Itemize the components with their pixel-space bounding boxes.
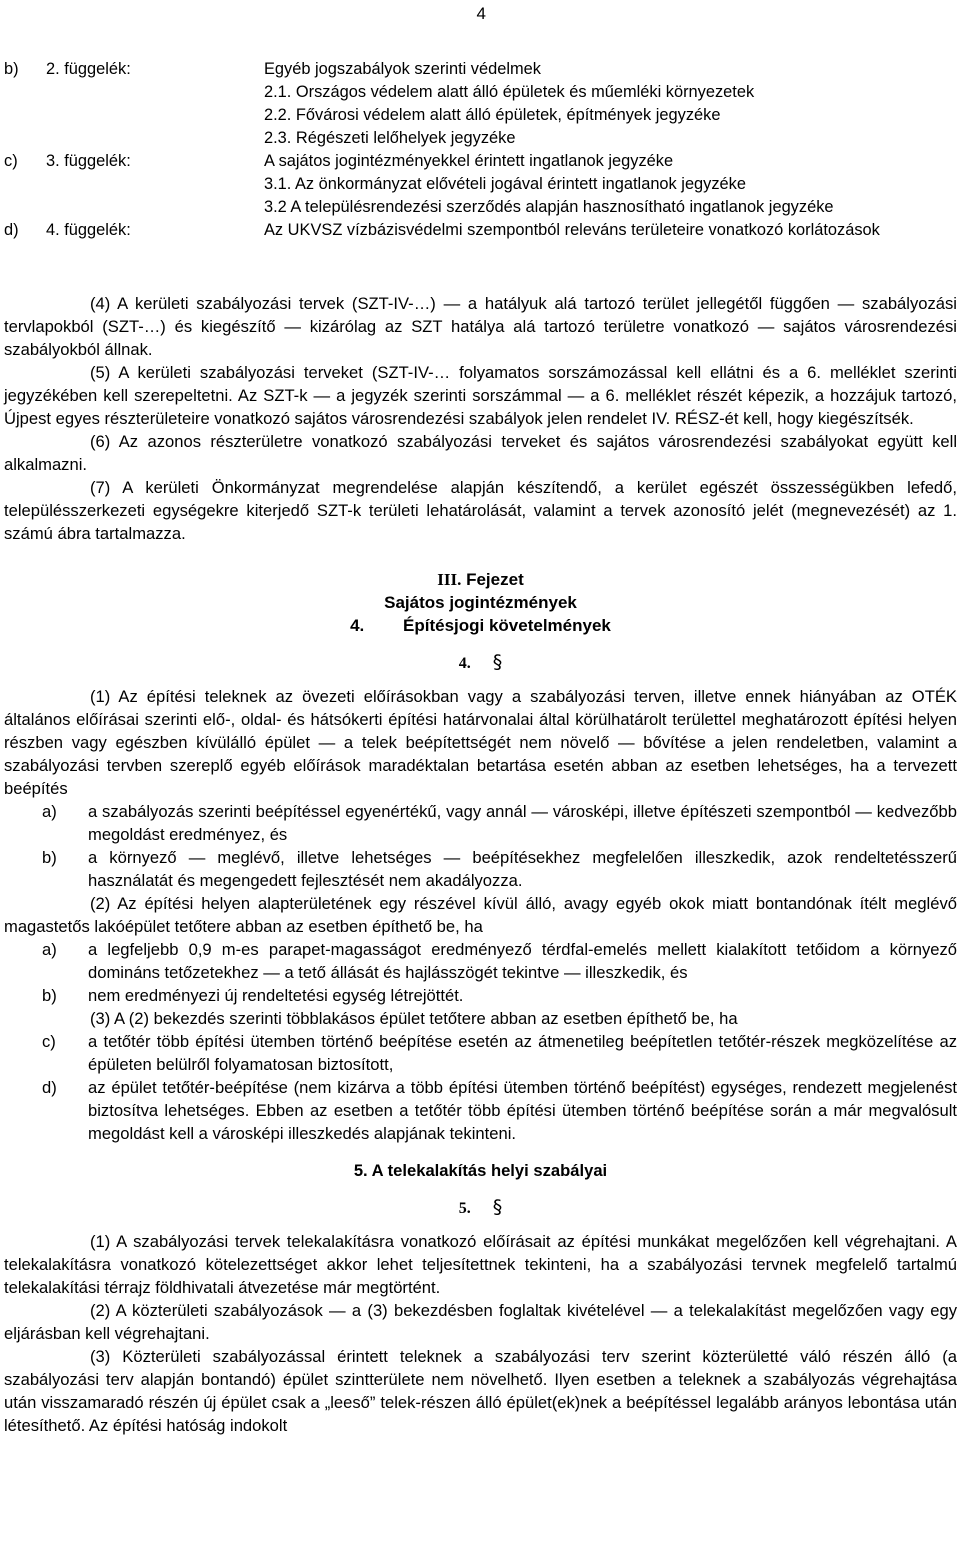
chapter-number: III.: [437, 570, 462, 589]
section-number: 4.: [350, 616, 365, 635]
paragraph-marker: [4, 1196, 957, 1220]
paragraph: (5) A kerületi szabályozási terveket (SZT-IV-… folyamatos sorszámozással kell ellátni és a 6. melléklet szerinti jegyzékében kell szerepeltetni. Az SZT-k — a jegyzék szerinti sorszámmal — a 6. melléklet részét képezik, a hozzájuk tartozó, Újpest egyes részterületeire vonatkozó sajátos városrendezési szabályok jelen rendelet IV. RÉSZ-ét kell, hogy kiegészítsék.: [4, 363, 957, 428]
appendix-text: Az UKVSZ vízbázisvédelmi szempontból releváns területeire vonatkozó korlátozások: [264, 221, 880, 239]
list-text: a tetőtér több építési ütemben történő beépítése esetén az átmenetileg beépítetlen tetőtér-részek megközelítése az épületen belülről folyamatosan biztosított,: [88, 1032, 957, 1074]
list-text: a környező — meglévő, illetve lehetséges — beépítésekhez megfelelően illeszkedik, azok rendeltetésszerű használatát és megengedett fejlesztését nem akadályozza.: [88, 848, 957, 890]
paragraph: (4) A kerületi szabályozási tervek (SZT-IV-…) — a hatályuk alá tartozó terület jellegétől függően — szabályozási tervlapokból (SZT-…) és kiegészítő — kizárólag az SZT hatálya alá tartozó területre vonatkozó — sajátos városrendezési szabályokból állnak.: [4, 294, 957, 359]
list-item: [4, 846, 957, 892]
appendix-name: 3. függelék:: [46, 152, 131, 170]
list-text: a szabályozás szerinti beépítéssel egyenértékű, vagy annál — városképi, illetve építészeti szempontból — kedvezőbb megoldást eredményez, és: [88, 802, 957, 844]
list-label: d): [42, 1078, 57, 1097]
list-item: [4, 984, 957, 1007]
list-item: [4, 1030, 957, 1076]
section-name: Építésjogi követelmények: [403, 616, 611, 635]
paragraph-marker: [4, 651, 957, 675]
appendix-list: [4, 58, 957, 242]
chapter-title: Sajátos jogintézmények: [384, 593, 577, 612]
appendix-label: b): [4, 60, 19, 78]
appendix-row: [4, 219, 957, 242]
appendix-label: d): [4, 221, 19, 239]
list-item: [4, 800, 957, 846]
chapter-heading: [4, 568, 957, 591]
chapter-word: Fejezet: [466, 570, 524, 589]
paragraph: (2) Az építési helyen alapterületének egy részével kívül álló, avagy egyéb okok miatt bontandónak ítélt meglévő magastetős lakóépület tetőtere abban az esetben építhető be, ha: [4, 894, 957, 936]
list-item: [4, 1076, 957, 1145]
section-sign-icon: §: [492, 651, 503, 673]
appendix-sub: 2.1. Országos védelem alatt álló épületek és műemléki környezetek: [264, 83, 755, 101]
appendix-name: 4. függelék:: [46, 221, 131, 239]
list-text: az épület tetőtér-beépítése (nem kizárva a több építési ütemben történő beépítést) egységes, rendezett megjelenést biztosítva lehetséges. Ebben az esetben a tetőtér több építési ütemben történő beépítése során a már megvalósult megoldást kell a városképi illeszkedés alapjának tekinteni.: [88, 1078, 957, 1143]
appendix-text: Egyéb jogszabályok szerinti védelmek: [264, 60, 541, 78]
page-number: 4: [476, 4, 486, 23]
list-label: a): [42, 940, 57, 959]
appendix-sub-wrap: [4, 196, 957, 219]
list-label: a): [42, 802, 57, 821]
paragraph: (1) Az építési teleknek az övezeti előírásokban vagy a szabályozási terven, illetve ennek hiányában az OTÉK általános előírásai szerinti elő-, oldal- és hátsókerti építési határvonalai által körülhatárolt területtel meghatározott építési helyen részben vagy egészben kívülálló épület — a telek beépítettségét nem növelő — bővítése a jelen rendeletben, valamint a szabályozási tervben szereplő egyéb előírások maradéktalan betartása esetén abban az esetben lehetséges, ha a tervezett beépítés: [4, 687, 957, 798]
paragraph-marker-number: 4.: [458, 655, 471, 672]
appendix-row: [4, 150, 957, 173]
list-text: a legfeljebb 0,9 m-es parapet-magasságot eredményező térdfal-emelés mellett kialakított tetőidom a környező domináns tetőzetekhez — a tető állását és hajlásszögét tekintve — illeszkedik, és: [88, 940, 957, 982]
section-heading: 5. A telekalakítás helyi szabályai: [353, 1161, 608, 1180]
appendix-text: A sajátos jogintézményekkel érintett ingatlanok jegyzéke: [264, 152, 674, 170]
list-text: nem eredményezi új rendeltetési egység létrejöttét.: [88, 986, 464, 1005]
paragraph: (2) A közterületi szabályozások — a (3) bekezdésben foglaltak kivételével — a telekalakítást megelőzően vagy egy eljárásban kell végrehajtani.: [4, 1301, 957, 1343]
paragraph: (3) A (2) bekezdés szerinti többlakásos épület tetőtere abban az esetben építhető be, ha: [90, 1009, 738, 1028]
appendix-label: c): [4, 152, 18, 170]
list-label: c): [42, 1032, 56, 1051]
appendix-sub: 3.2 A településrendezési szerződés alapján hasznosítható ingatlanok jegyzéke: [264, 198, 834, 216]
list-label: b): [42, 986, 57, 1005]
appendix-sub: 3.1. Az önkormányzat elővételi jogával érintett ingatlanok jegyzéke: [264, 175, 746, 193]
list-label: b): [42, 848, 57, 867]
list-item: [4, 938, 957, 984]
appendix-sub: 2.2. Fővárosi védelem alatt álló épületek, építmények jegyzéke: [264, 106, 721, 124]
appendix-sub: 2.3. Régészeti lelőhelyek jegyzéke: [264, 129, 516, 147]
paragraph: (7) A kerületi Önkormányzat megrendelése alapján készítendő, a kerület egészét összességükben lefedő, településszerkezeti egységekre kiterjedő SZT-k területi lehatárolását, valamint a tervek azonosító jelét (megnevezését) az 1. számú ábra tartalmazza.: [4, 478, 957, 543]
section-sign-icon: §: [492, 1196, 503, 1218]
body-text: [4, 292, 957, 1437]
paragraph-marker-number: 5.: [458, 1200, 471, 1217]
paragraph: (3) Közterületi szabályozással érintett teleknek a szabályozási terv szerint közterületté váló részén álló (a szabályozási terv alapján bontandó) épület szintterülete nem növelhető. Ilyen esetben a teleknek a szabályozás végrehajtása után visszamaradó részén új épület csak a „leeső” telek-részen álló épület(ek)nek a beépítéssel legalább arányos lebontása után létesíthető. Az építési hatóság indokolt: [4, 1347, 957, 1435]
paragraph: (1) A szabályozási tervek telekalakításra vonatkozó előírásait az építési munkákat megelőzően kell végrehajtani. A telekalakításra vonatkozó kötelezettséget akkor lehet teljesítettnek tekinteni, ha a szabályozási tervnek megfelelő tartalmú telekalakítási térrajz földhivatali átvezetése már megtörtént.: [4, 1232, 957, 1297]
appendix-row: [4, 58, 957, 81]
paragraph: (6) Az azonos részterületre vonatkozó szabályozási terveket és sajátos városrendezési szabályokat együtt kell alkalmazni.: [4, 432, 957, 474]
section-title: [4, 614, 957, 637]
appendix-name: 2. függelék:: [46, 60, 131, 78]
